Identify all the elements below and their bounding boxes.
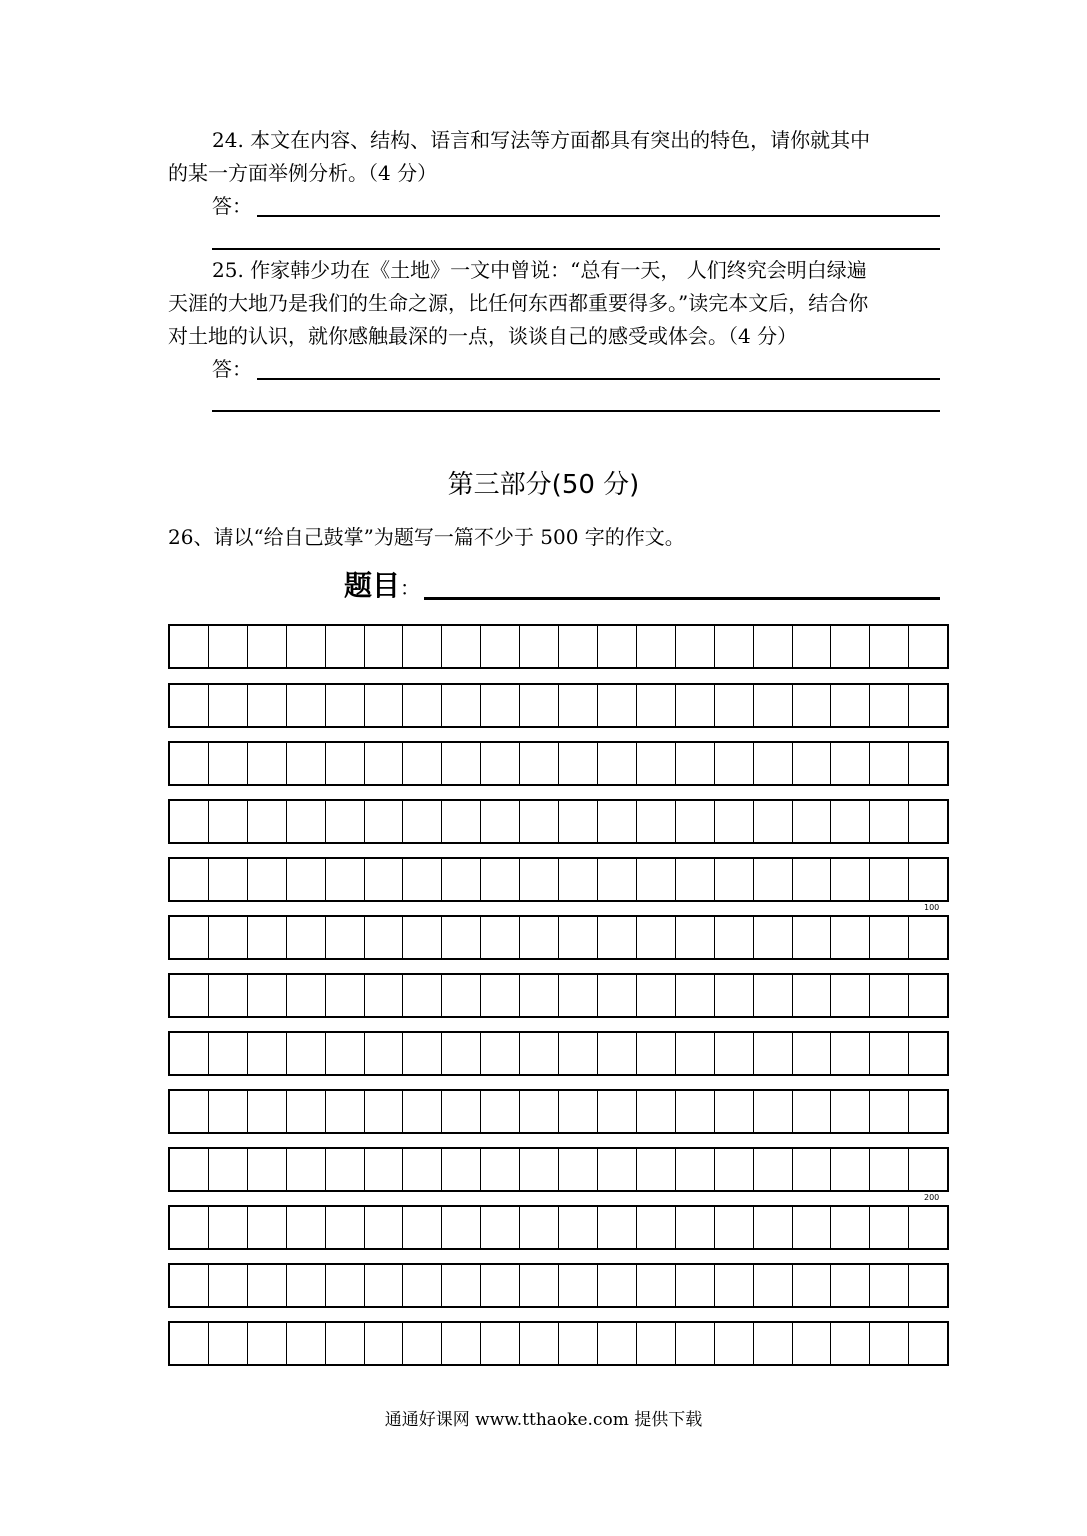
grid-cell[interactable] bbox=[442, 626, 481, 667]
q25-line-3: 对土地的认识，就你感触最深的一点，谈谈自己的感受或体会。（4 分） bbox=[168, 324, 798, 348]
grid-cell[interactable] bbox=[170, 1207, 209, 1248]
grid-cell[interactable] bbox=[481, 685, 520, 726]
grid-cell[interactable] bbox=[365, 1149, 404, 1190]
grid-cell[interactable] bbox=[481, 626, 520, 667]
grid-cell[interactable] bbox=[637, 801, 676, 842]
grid-cell[interactable] bbox=[248, 859, 287, 900]
grid-cell[interactable] bbox=[715, 1091, 754, 1132]
grid-cell[interactable] bbox=[170, 917, 209, 958]
grid-cell[interactable] bbox=[170, 626, 209, 667]
grid-cell[interactable] bbox=[598, 743, 637, 784]
grid-cell[interactable] bbox=[209, 975, 248, 1016]
grid-cell[interactable] bbox=[248, 1207, 287, 1248]
grid-cell[interactable] bbox=[637, 1033, 676, 1074]
grid-cell[interactable] bbox=[481, 1323, 520, 1364]
grid-cell[interactable] bbox=[209, 626, 248, 667]
grid-row bbox=[168, 624, 949, 669]
grid-cell[interactable] bbox=[559, 975, 598, 1016]
grid-cell[interactable] bbox=[481, 1091, 520, 1132]
grid-cell[interactable] bbox=[598, 975, 637, 1016]
grid-cell[interactable] bbox=[754, 743, 793, 784]
grid-cell[interactable] bbox=[520, 975, 559, 1016]
grid-cell[interactable] bbox=[715, 1149, 754, 1190]
grid-cell[interactable] bbox=[793, 685, 832, 726]
grid-cell[interactable] bbox=[754, 1207, 793, 1248]
grid-cell[interactable] bbox=[793, 1033, 832, 1074]
grid-row bbox=[168, 857, 949, 902]
grid-cell[interactable] bbox=[248, 626, 287, 667]
grid-cell[interactable] bbox=[831, 1033, 870, 1074]
grid-cell[interactable] bbox=[248, 917, 287, 958]
grid-cell[interactable] bbox=[209, 917, 248, 958]
section-title: 第三部分(50 分) bbox=[447, 470, 640, 500]
grid-cell[interactable] bbox=[403, 801, 442, 842]
grid-cell[interactable] bbox=[831, 743, 870, 784]
grid-cell[interactable] bbox=[559, 917, 598, 958]
grid-cell[interactable] bbox=[481, 1265, 520, 1306]
grid-cell[interactable] bbox=[909, 801, 947, 842]
grid-cell[interactable] bbox=[520, 1033, 559, 1074]
grid-cell[interactable] bbox=[209, 801, 248, 842]
grid-cell[interactable] bbox=[403, 917, 442, 958]
grid-cell[interactable] bbox=[676, 1149, 715, 1190]
grid-cell[interactable] bbox=[715, 1323, 754, 1364]
grid-row bbox=[168, 799, 949, 844]
grid-cell[interactable] bbox=[287, 975, 326, 1016]
grid-cell[interactable] bbox=[793, 801, 832, 842]
grid-cell[interactable] bbox=[793, 975, 832, 1016]
grid-cell[interactable] bbox=[715, 1033, 754, 1074]
footer-text: 通通好课网 www.tthaoke.com 提供下载 bbox=[384, 1410, 703, 1430]
grid-cell[interactable] bbox=[209, 1207, 248, 1248]
essay-title-text: 题目 bbox=[344, 569, 401, 602]
grid-cell[interactable] bbox=[831, 685, 870, 726]
grid-cell[interactable] bbox=[520, 1207, 559, 1248]
grid-cell[interactable] bbox=[676, 917, 715, 958]
grid-cell[interactable] bbox=[170, 743, 209, 784]
grid-cell[interactable] bbox=[870, 685, 909, 726]
grid-cell[interactable] bbox=[481, 1149, 520, 1190]
grid-cell[interactable] bbox=[637, 917, 676, 958]
grid-cell[interactable] bbox=[170, 1265, 209, 1306]
grid-cell[interactable] bbox=[326, 859, 365, 900]
grid-cell[interactable] bbox=[676, 859, 715, 900]
grid-cell[interactable] bbox=[637, 626, 676, 667]
grid-cell[interactable] bbox=[637, 1149, 676, 1190]
grid-cell[interactable] bbox=[598, 685, 637, 726]
grid-cell[interactable] bbox=[481, 743, 520, 784]
grid-row bbox=[168, 973, 949, 1018]
grid-cell[interactable] bbox=[676, 801, 715, 842]
grid-cell[interactable] bbox=[909, 859, 947, 900]
grid-cell[interactable] bbox=[287, 1207, 326, 1248]
grid-cell[interactable] bbox=[715, 1265, 754, 1306]
grid-cell[interactable] bbox=[403, 1033, 442, 1074]
grid-cell[interactable] bbox=[754, 1323, 793, 1364]
q24-line-1: 24. 本文在内容、结构、语言和写法等方面都具有突出的特色，请你就其中 bbox=[212, 128, 871, 152]
grid-cell[interactable] bbox=[870, 1149, 909, 1190]
grid-cell[interactable] bbox=[831, 1323, 870, 1364]
grid-cell[interactable] bbox=[793, 1149, 832, 1190]
grid-row bbox=[168, 1205, 949, 1250]
grid-cell[interactable] bbox=[676, 626, 715, 667]
grid-cell[interactable] bbox=[676, 1091, 715, 1132]
grid-cell[interactable] bbox=[287, 859, 326, 900]
grid-cell[interactable] bbox=[559, 1207, 598, 1248]
grid-cell[interactable] bbox=[520, 1091, 559, 1132]
grid-cell[interactable] bbox=[481, 801, 520, 842]
grid-cell[interactable] bbox=[870, 1207, 909, 1248]
grid-cell[interactable] bbox=[909, 743, 947, 784]
grid-cell[interactable] bbox=[442, 1091, 481, 1132]
grid-cell[interactable] bbox=[326, 743, 365, 784]
grid-cell[interactable] bbox=[520, 626, 559, 667]
grid-cell[interactable] bbox=[520, 1323, 559, 1364]
essay-title-label bbox=[344, 570, 420, 604]
grid-cell[interactable] bbox=[676, 1207, 715, 1248]
grid-cell[interactable] bbox=[676, 975, 715, 1016]
grid-cell[interactable] bbox=[831, 859, 870, 900]
grid-cell[interactable] bbox=[326, 685, 365, 726]
grid-cell[interactable] bbox=[637, 1265, 676, 1306]
grid-cell[interactable] bbox=[442, 685, 481, 726]
essay-title-line[interactable] bbox=[424, 597, 940, 600]
grid-cell[interactable] bbox=[403, 1265, 442, 1306]
grid-cell[interactable] bbox=[870, 1033, 909, 1074]
grid-cell[interactable] bbox=[637, 975, 676, 1016]
grid-cell[interactable] bbox=[442, 1033, 481, 1074]
grid-cell[interactable] bbox=[637, 1323, 676, 1364]
grid-cell[interactable] bbox=[598, 1149, 637, 1190]
grid-cell[interactable] bbox=[287, 1265, 326, 1306]
grid-cell[interactable] bbox=[598, 859, 637, 900]
grid-cell[interactable] bbox=[209, 1323, 248, 1364]
grid-cell[interactable] bbox=[403, 1323, 442, 1364]
grid-cell[interactable] bbox=[403, 975, 442, 1016]
grid-cell[interactable] bbox=[909, 1033, 947, 1074]
grid-cell[interactable] bbox=[403, 1207, 442, 1248]
grid-cell[interactable] bbox=[637, 1207, 676, 1248]
grid-cell[interactable] bbox=[170, 1091, 209, 1132]
grid-cell[interactable] bbox=[754, 917, 793, 958]
grid-cell[interactable] bbox=[793, 743, 832, 784]
grid-row bbox=[168, 1089, 949, 1134]
q25-line-2: 天涯的大地乃是我们的生命之源，比任何东西都重要得多。”读完本文后，结合你 bbox=[168, 291, 869, 315]
grid-cell[interactable] bbox=[676, 1323, 715, 1364]
grid-row bbox=[168, 741, 949, 786]
grid-cell[interactable] bbox=[170, 1323, 209, 1364]
grid-cell[interactable] bbox=[209, 1149, 248, 1190]
grid-cell[interactable] bbox=[442, 859, 481, 900]
grid-cell[interactable] bbox=[793, 1323, 832, 1364]
grid-cell[interactable] bbox=[598, 1323, 637, 1364]
grid-cell[interactable] bbox=[209, 1265, 248, 1306]
grid-cell[interactable] bbox=[559, 1323, 598, 1364]
grid-cell[interactable] bbox=[520, 801, 559, 842]
grid-cell[interactable] bbox=[754, 626, 793, 667]
grid-cell[interactable] bbox=[248, 743, 287, 784]
grid-cell[interactable] bbox=[909, 1265, 947, 1306]
grid-cell[interactable] bbox=[870, 801, 909, 842]
grid-cell[interactable] bbox=[559, 1149, 598, 1190]
grid-cell[interactable] bbox=[831, 1149, 870, 1190]
grid-cell[interactable] bbox=[831, 1265, 870, 1306]
grid-cell[interactable] bbox=[442, 917, 481, 958]
grid-cell[interactable] bbox=[481, 1207, 520, 1248]
grid-cell[interactable] bbox=[559, 1033, 598, 1074]
grid-cell[interactable] bbox=[403, 743, 442, 784]
grid-cell[interactable] bbox=[909, 917, 947, 958]
grid-cell[interactable] bbox=[870, 917, 909, 958]
grid-cell[interactable] bbox=[209, 685, 248, 726]
grid-cell[interactable] bbox=[831, 1091, 870, 1132]
grid-row bbox=[168, 1147, 949, 1192]
grid-cell[interactable] bbox=[170, 685, 209, 726]
grid-cell[interactable] bbox=[287, 1323, 326, 1364]
grid-cell[interactable] bbox=[559, 685, 598, 726]
grid-cell[interactable] bbox=[754, 685, 793, 726]
grid-cell[interactable] bbox=[715, 975, 754, 1016]
grid-cell[interactable] bbox=[365, 743, 404, 784]
grid-cell[interactable] bbox=[287, 801, 326, 842]
grid-cell[interactable] bbox=[909, 975, 947, 1016]
grid-cell[interactable] bbox=[559, 859, 598, 900]
grid-cell[interactable] bbox=[326, 1091, 365, 1132]
grid-cell[interactable] bbox=[598, 917, 637, 958]
grid-cell[interactable] bbox=[598, 1265, 637, 1306]
grid-cell[interactable] bbox=[287, 685, 326, 726]
grid-cell[interactable] bbox=[870, 743, 909, 784]
grid-cell[interactable] bbox=[909, 685, 947, 726]
grid-cell[interactable] bbox=[326, 801, 365, 842]
grid-cell[interactable] bbox=[598, 1091, 637, 1132]
grid-cell[interactable] bbox=[248, 1149, 287, 1190]
grid-cell[interactable] bbox=[170, 801, 209, 842]
grid-cell[interactable] bbox=[209, 1091, 248, 1132]
grid-cell[interactable] bbox=[403, 626, 442, 667]
grid-cell[interactable] bbox=[365, 626, 404, 667]
grid-cell[interactable] bbox=[520, 1265, 559, 1306]
grid-cell[interactable] bbox=[559, 1091, 598, 1132]
grid-cell[interactable] bbox=[598, 1033, 637, 1074]
grid-cell[interactable] bbox=[403, 685, 442, 726]
grid-cell[interactable] bbox=[520, 859, 559, 900]
grid-row bbox=[168, 683, 949, 728]
grid-cell[interactable] bbox=[559, 626, 598, 667]
grid-cell[interactable] bbox=[209, 1033, 248, 1074]
q24-answer-line-2[interactable] bbox=[212, 248, 940, 250]
grid-cell[interactable] bbox=[831, 917, 870, 958]
grid-cell[interactable] bbox=[365, 1091, 404, 1132]
grid-cell[interactable] bbox=[442, 975, 481, 1016]
grid-cell[interactable] bbox=[909, 1149, 947, 1190]
q24-line-2: 的某一方面举例分析。（4 分） bbox=[168, 161, 438, 185]
grid-cell[interactable] bbox=[442, 1323, 481, 1364]
grid-cell[interactable] bbox=[793, 1265, 832, 1306]
grid-cell[interactable] bbox=[637, 685, 676, 726]
grid-cell[interactable] bbox=[598, 626, 637, 667]
grid-cell[interactable] bbox=[365, 975, 404, 1016]
grid-cell[interactable] bbox=[365, 801, 404, 842]
grid-cell[interactable] bbox=[520, 743, 559, 784]
grid-cell[interactable] bbox=[442, 1149, 481, 1190]
grid-cell[interactable] bbox=[248, 1091, 287, 1132]
grid-cell[interactable] bbox=[248, 801, 287, 842]
grid-cell[interactable] bbox=[287, 743, 326, 784]
essay-title-colon: ： bbox=[400, 576, 421, 600]
grid-cell[interactable] bbox=[520, 1149, 559, 1190]
grid-cell[interactable] bbox=[870, 975, 909, 1016]
grid-cell[interactable] bbox=[754, 1091, 793, 1132]
grid-cell[interactable] bbox=[715, 685, 754, 726]
grid-cell[interactable] bbox=[909, 626, 947, 667]
grid-cell[interactable] bbox=[170, 975, 209, 1016]
grid-cell[interactable] bbox=[831, 801, 870, 842]
grid-cell[interactable] bbox=[559, 801, 598, 842]
grid-cell[interactable] bbox=[403, 859, 442, 900]
word-count-mark: 200 bbox=[924, 1193, 940, 1202]
grid-cell[interactable] bbox=[403, 1149, 442, 1190]
grid-cell[interactable] bbox=[442, 743, 481, 784]
grid-cell[interactable] bbox=[170, 859, 209, 900]
grid-cell[interactable] bbox=[248, 975, 287, 1016]
grid-cell[interactable] bbox=[715, 1207, 754, 1248]
grid-cell[interactable] bbox=[248, 1265, 287, 1306]
grid-cell[interactable] bbox=[598, 801, 637, 842]
grid-cell[interactable] bbox=[715, 917, 754, 958]
grid-cell[interactable] bbox=[248, 1033, 287, 1074]
q26-prompt: 26、请以“给自己鼓掌”为题写一篇不少于 500 字的作文。 bbox=[168, 525, 685, 549]
grid-row bbox=[168, 1031, 949, 1076]
grid-cell[interactable] bbox=[326, 917, 365, 958]
grid-cell[interactable] bbox=[520, 685, 559, 726]
grid-cell[interactable] bbox=[715, 743, 754, 784]
q25-line-1: 25. 作家韩少功在《土地》一文中曾说：“总有一天， 人们终究会明白绿遍 bbox=[212, 258, 867, 282]
grid-cell[interactable] bbox=[365, 1265, 404, 1306]
q25-answer-line-2[interactable] bbox=[212, 410, 940, 412]
grid-cell[interactable] bbox=[559, 1265, 598, 1306]
grid-cell[interactable] bbox=[326, 1207, 365, 1248]
grid-cell[interactable] bbox=[326, 1033, 365, 1074]
grid-cell[interactable] bbox=[637, 1091, 676, 1132]
grid-cell[interactable] bbox=[793, 1207, 832, 1248]
grid-cell[interactable] bbox=[442, 1207, 481, 1248]
grid-cell[interactable] bbox=[326, 626, 365, 667]
q24-answer-line-1[interactable] bbox=[257, 215, 940, 217]
grid-cell[interactable] bbox=[365, 685, 404, 726]
grid-row bbox=[168, 1263, 949, 1308]
grid-cell[interactable] bbox=[870, 1091, 909, 1132]
grid-cell[interactable] bbox=[754, 801, 793, 842]
grid-cell[interactable] bbox=[209, 859, 248, 900]
grid-cell[interactable] bbox=[676, 1033, 715, 1074]
grid-cell[interactable] bbox=[559, 743, 598, 784]
grid-row bbox=[168, 915, 949, 960]
grid-cell[interactable] bbox=[481, 975, 520, 1016]
grid-cell[interactable] bbox=[365, 1323, 404, 1364]
grid-cell[interactable] bbox=[326, 975, 365, 1016]
grid-cell[interactable] bbox=[831, 975, 870, 1016]
grid-cell[interactable] bbox=[365, 1207, 404, 1248]
grid-cell[interactable] bbox=[831, 626, 870, 667]
grid-cell[interactable] bbox=[403, 1091, 442, 1132]
grid-cell[interactable] bbox=[365, 859, 404, 900]
grid-cell[interactable] bbox=[209, 743, 248, 784]
grid-cell[interactable] bbox=[442, 1265, 481, 1306]
grid-cell[interactable] bbox=[248, 1323, 287, 1364]
grid-cell[interactable] bbox=[365, 1033, 404, 1074]
grid-cell[interactable] bbox=[637, 859, 676, 900]
grid-cell[interactable] bbox=[793, 859, 832, 900]
grid-cell[interactable] bbox=[754, 975, 793, 1016]
grid-cell[interactable] bbox=[754, 859, 793, 900]
grid-cell[interactable] bbox=[831, 1207, 870, 1248]
grid-cell[interactable] bbox=[481, 917, 520, 958]
q25-answer-line-1[interactable] bbox=[257, 378, 940, 380]
grid-cell[interactable] bbox=[870, 626, 909, 667]
grid-cell[interactable] bbox=[326, 1265, 365, 1306]
grid-cell[interactable] bbox=[170, 1149, 209, 1190]
grid-cell[interactable] bbox=[287, 626, 326, 667]
grid-cell[interactable] bbox=[598, 1207, 637, 1248]
grid-cell[interactable] bbox=[170, 1033, 209, 1074]
grid-cell[interactable] bbox=[326, 1149, 365, 1190]
grid-cell[interactable] bbox=[637, 743, 676, 784]
grid-cell[interactable] bbox=[715, 859, 754, 900]
grid-cell[interactable] bbox=[287, 1033, 326, 1074]
q24-answer-label: 答： bbox=[212, 194, 252, 218]
grid-cell[interactable] bbox=[793, 917, 832, 958]
grid-cell[interactable] bbox=[365, 917, 404, 958]
grid-cell[interactable] bbox=[287, 1091, 326, 1132]
grid-cell[interactable] bbox=[287, 1149, 326, 1190]
grid-cell[interactable] bbox=[870, 1323, 909, 1364]
q25-answer-label: 答： bbox=[212, 357, 252, 381]
grid-cell[interactable] bbox=[754, 1149, 793, 1190]
grid-cell[interactable] bbox=[793, 1091, 832, 1132]
grid-cell[interactable] bbox=[326, 1323, 365, 1364]
grid-cell[interactable] bbox=[870, 859, 909, 900]
grid-cell[interactable] bbox=[754, 1265, 793, 1306]
grid-cell[interactable] bbox=[676, 1265, 715, 1306]
grid-cell[interactable] bbox=[793, 626, 832, 667]
grid-cell[interactable] bbox=[481, 1033, 520, 1074]
grid-cell[interactable] bbox=[909, 1207, 947, 1248]
grid-cell[interactable] bbox=[287, 917, 326, 958]
grid-cell[interactable] bbox=[909, 1323, 947, 1364]
word-count-mark: 100 bbox=[924, 903, 940, 912]
grid-cell[interactable] bbox=[676, 685, 715, 726]
grid-cell[interactable] bbox=[520, 917, 559, 958]
grid-cell[interactable] bbox=[715, 626, 754, 667]
grid-cell[interactable] bbox=[676, 743, 715, 784]
grid-cell[interactable] bbox=[909, 1091, 947, 1132]
grid-row bbox=[168, 1321, 949, 1366]
grid-cell[interactable] bbox=[754, 1033, 793, 1074]
grid-cell[interactable] bbox=[481, 859, 520, 900]
grid-cell[interactable] bbox=[248, 685, 287, 726]
grid-cell[interactable] bbox=[442, 801, 481, 842]
grid-cell[interactable] bbox=[715, 801, 754, 842]
grid-cell[interactable] bbox=[870, 1265, 909, 1306]
